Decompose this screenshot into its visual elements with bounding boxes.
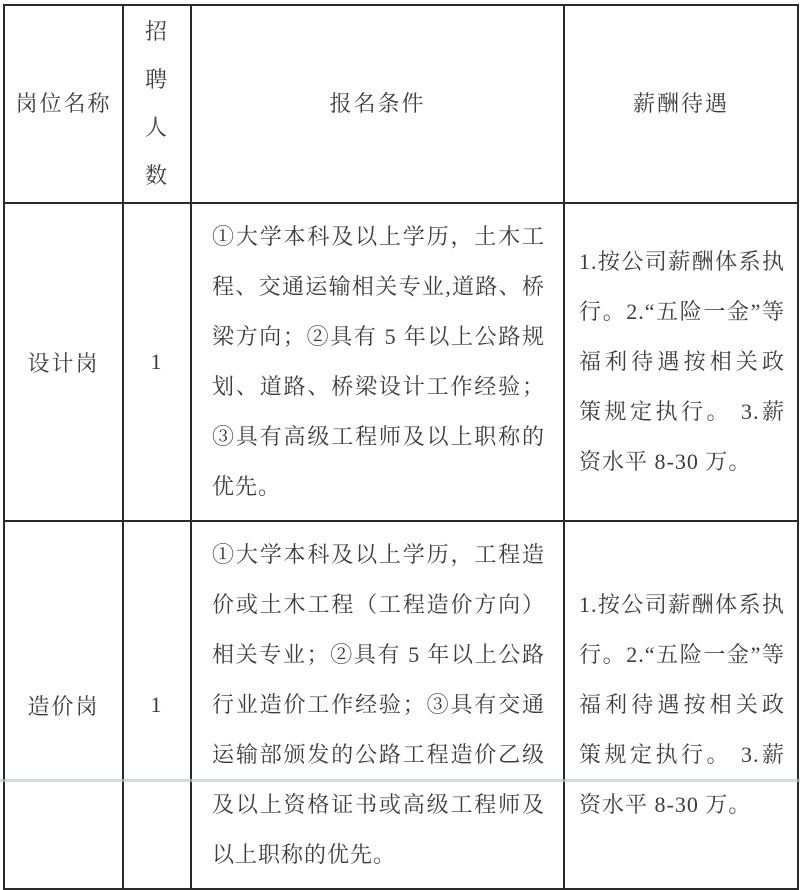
cell-conditions: ①大学本科及以上学历，土木工程、交通运输相关专业,道路、桥梁方向；②具有 5 年以上公路规划、道路、桥梁设计工作经验；③具有高级工程师及以上职称的优先。 xyxy=(191,203,564,521)
cell-position: 造价岗 xyxy=(4,521,123,889)
cell-headcount: 1 xyxy=(123,521,191,889)
header-conditions: 报名条件 xyxy=(191,5,564,203)
header-position: 岗位名称 xyxy=(4,5,123,203)
recruitment-table xyxy=(3,4,799,890)
table-header-row xyxy=(4,5,798,203)
header-salary: 薪酬待遇 xyxy=(564,5,798,203)
cell-salary: 1.按公司薪酬体系执行。2.“五险一金”等福利待遇按相关政策规定执行。 3.薪资水平 8-30 万。 xyxy=(564,203,798,521)
cell-conditions: ①大学本科及以上学历，工程造价或土木工程（工程造价方向）相关专业；②具有 5 年以上公路行业造价工作经验；③具有交通运输部颁发的公路工程造价乙级及以上资格证书或高级工程师及以上职称的优先。 xyxy=(191,521,564,889)
header-headcount: 招聘人数 xyxy=(123,5,191,203)
bottom-divider xyxy=(0,779,800,782)
cell-salary: 1.按公司薪酬体系执行。2.“五险一金”等福利待遇按相关政策规定执行。 3.薪资水平 8-30 万。 xyxy=(564,521,798,889)
table-row-cost xyxy=(4,521,798,889)
cell-headcount: 1 xyxy=(123,203,191,521)
table-row-design xyxy=(4,203,798,521)
cell-position: 设计岗 xyxy=(4,203,123,521)
